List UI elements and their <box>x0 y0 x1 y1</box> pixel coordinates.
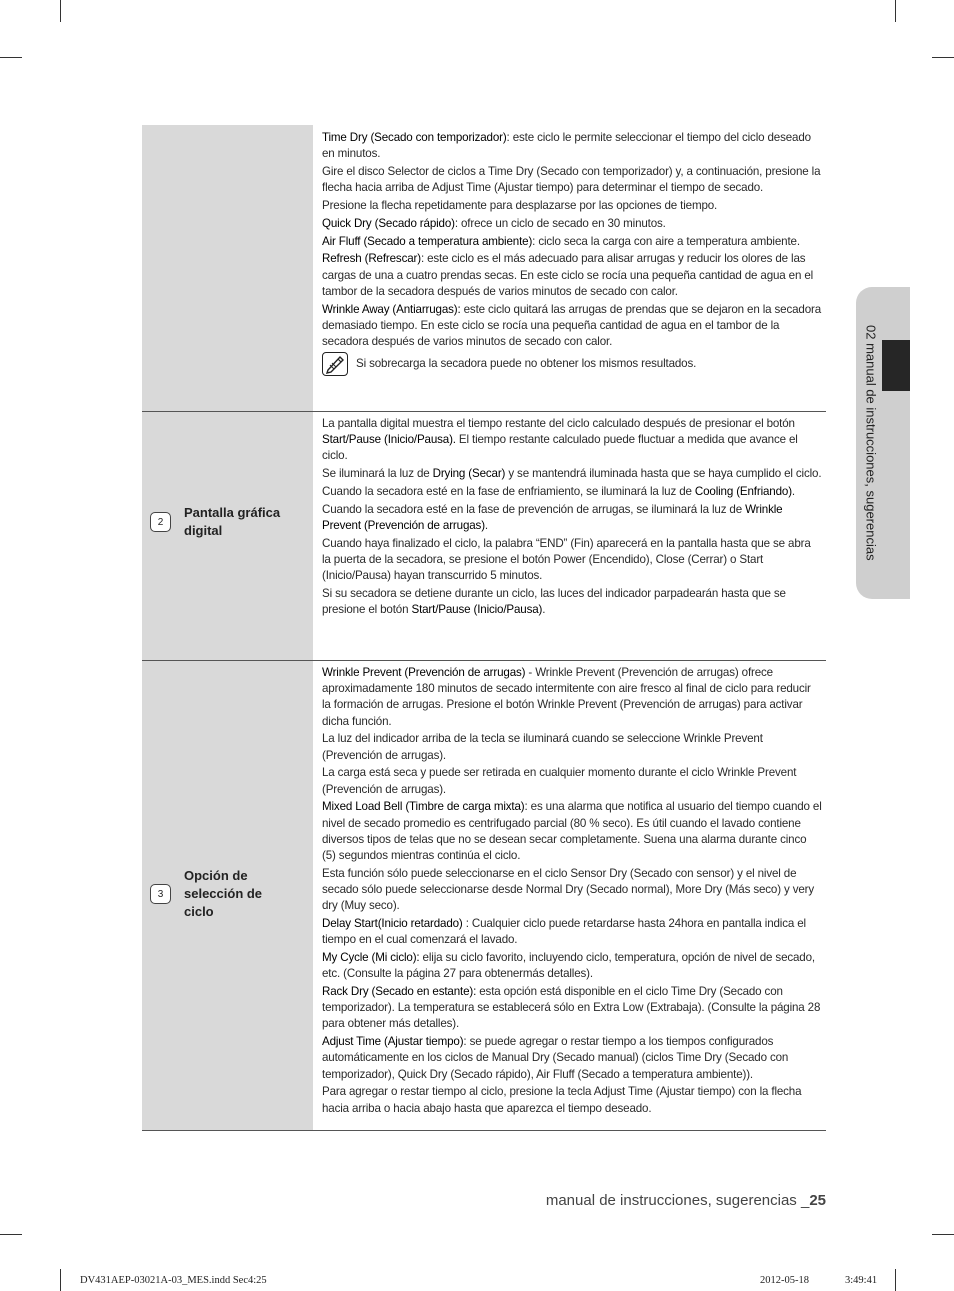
note-text: Si sobrecarga la secadora puede no obtener los mismos resultados. <box>356 357 697 371</box>
table-row <box>142 661 826 1131</box>
paragraph: Mixed Load Bell (Timbre de carga mixta): es una alarma que notifica al usuario del tiempo cuando el nivel de secado promedio es centrifugado parcial (80 % seco). Es útil cuando el lavado contiene diversos tipos de telas que no se desean secar completamente. Suena una alarma durante cinco (5) segundos mientras continúa el ciclo. <box>322 800 822 863</box>
paragraph: La pantalla digital muestra el tiempo restante del ciclo calculado después de presionar el botón Start/Pause (Inicio/Pausa). El tiempo restante calculado puede fluctuar a medida que avance el ciclo. <box>322 417 798 463</box>
row-label-cell <box>142 412 313 660</box>
paragraph: Para agregar o restar tiempo al ciclo, presione la tecla Adjust Time (Ajustar tiempo) con la flecha hacia arriba o hacia abajo hasta que aparezca el tiempo deseado. <box>322 1085 802 1115</box>
row-description-cell <box>313 125 826 411</box>
crop-mark <box>0 57 22 58</box>
paragraph: Air Fluff (Secado a temperatura ambiente): ciclo seca la carga con aire a temperatura ambiente. <box>322 234 800 248</box>
row-label-cell <box>142 661 313 1130</box>
slug-time: 3:49:41 <box>845 1275 878 1286</box>
paragraph: Refresh (Refrescar): este ciclo es el más adecuado para alisar arrugas y reducir los olores de las cargas de una a cuatro prendas secas. En este ciclo se rocía una pequeña cantidad de agua en el tambor de la secadora después de varios minutos de secado con calor. <box>322 252 814 298</box>
row-title: Pantalla gráfica digital <box>184 505 281 538</box>
crop-mark <box>895 0 896 22</box>
paragraph: Rack Dry (Secado en estante): esta opción está disponible en el ciclo Time Dry (Secado con temporizador). La temperatura se establecerá sólo en Extra Low (Extrabaja). (Consulte la página 28 para obtener más detalles). <box>322 985 821 1031</box>
footer-text: manual de instrucciones, sugerencias _ <box>545 1192 810 1209</box>
paragraph: La luz del indicador arriba de la tecla se iluminará cuando se seleccione Wrinkle Prevent (Prevención de arrugas). <box>322 732 763 762</box>
paragraph: Quick Dry (Secado rápido): ofrece un ciclo de secado en 30 minutos. <box>322 216 666 230</box>
paragraph: Delay Start(Inicio retardado) : Cualquier ciclo puede retardarse hasta 24hora en pantalla indica el tiempo en el cual comenzará el lavado. <box>322 917 806 947</box>
item-number-badge: 3 <box>150 884 171 904</box>
row-label-cell <box>142 125 313 411</box>
table-row <box>142 125 826 412</box>
crop-mark <box>0 1234 22 1235</box>
slug-date: 2012-05-18 <box>760 1275 809 1286</box>
row-description-cell <box>313 661 826 1130</box>
row-label <box>150 867 309 921</box>
paragraph: La carga está seca y puede ser retirada en cualquier momento durante el ciclo Wrinkle Prevent (Prevención de arrugas). <box>322 766 797 796</box>
paragraph: Esta función sólo puede seleccionarse en el ciclo Sensor Dry (Secado con sensor) y el nivel de secado sólo puede seleccionarse desde Normal Dry (Secado normal), More Dry (Más seco) y very dry (Muy seco). <box>322 866 815 913</box>
note <box>322 352 822 376</box>
paragraph: Time Dry (Secado con temporizador): este ciclo le permite seleccionar el tiempo del ciclo deseado en minutos. <box>322 131 811 161</box>
section-tab-label <box>844 287 898 599</box>
row-title: Opción de selección de ciclo <box>184 868 263 919</box>
crop-mark <box>60 1269 61 1291</box>
features-table <box>142 125 826 1131</box>
paragraph: Gire el disco Selector de ciclos a Time Dry (Secado con temporizador) y, a continuación, presione la flecha hacia arriba de Adjust Time (Ajustar tiempo) para determinar el tiempo de secado. <box>322 165 821 195</box>
page-footer <box>546 1192 826 1209</box>
crop-mark <box>60 0 61 22</box>
paragraph: Wrinkle Away (Antiarrugas): este ciclo quitará las arrugas de prendas que se dejaron en la secadora demasiado tiempo. En este ciclo se rocía una pequeña cantidad de agua en el tambor de la secadora después de varios minutos de secado con calor. <box>322 302 821 348</box>
note-pencil-icon <box>322 352 348 376</box>
item-number-badge: 2 <box>150 512 171 532</box>
paragraph: Presione la flecha repetidamente para desplazarse por las opciones de tiempo. <box>322 199 718 212</box>
paragraph: Se iluminará la luz de Drying (Secar) y se mantendrá iluminada hasta que se haya cumplido el ciclo. <box>322 467 822 481</box>
page-number: 25 <box>809 1192 826 1209</box>
paragraph: Cuando la secadora esté en la fase de prevención de arrugas, se iluminará la luz de Wrinkle Prevent (Prevención de arrugas). <box>322 502 783 532</box>
section-tab-text: 02 manual de instrucciones, sugerencias <box>863 325 879 561</box>
crop-mark <box>932 1234 954 1235</box>
paragraph: Si su secadora se detiene durante un ciclo, las luces del indicador parpadearán hasta que se presione el botón Start/Pause (Inicio/Pausa). <box>322 587 786 617</box>
row-description-cell <box>313 412 826 660</box>
paragraph: Cuando haya finalizado el ciclo, la palabra “END” (Fin) aparecerá en la pantalla hasta que se abra la puerta de la secadora, se presione el botón Power (Encendido), Close (Cerrar) o Start (Inicio/Pausa) hayan transcurrido 5 minutos. <box>322 536 811 583</box>
row-label <box>150 504 309 540</box>
table-row <box>142 412 826 661</box>
slug-filename: DV431AEP-03021A-03_MES.indd Sec4:25 <box>80 1275 267 1286</box>
paragraph: Wrinkle Prevent (Prevención de arrugas) - Wrinkle Prevent (Prevención de arrugas) ofrece aproximadamente 180 minutos de secado intermitente con aire fresco al final de ciclo para reducir la formación de arrugas. Presione el botón Wrinkle Prevent (Prevención de arrugas) para activar dicha función. <box>322 666 811 728</box>
crop-mark <box>932 57 954 58</box>
crop-mark <box>895 1269 896 1291</box>
paragraph: My Cycle (Mi ciclo): elija su ciclo favorito, incluyendo ciclo, temperatura, opción de nivel de secado, etc. (Consulte la página 27 para obtenermás detalles). <box>322 951 815 981</box>
paragraph: Adjust Time (Ajustar tiempo): se puede agregar o restar tiempo a los tiempos configurados automáticamente en los ciclos de Manual Dry (Secado manual) (ciclos Time Dry (Secado con temporizador), Quick Dry (Secado rápido), Air Fluff (Secado a temperatura ambiente)). <box>322 1035 789 1081</box>
paragraph: Cuando la secadora esté en la fase de enfriamiento, se iluminará la luz de Cooling (Enfriando). <box>322 485 795 498</box>
